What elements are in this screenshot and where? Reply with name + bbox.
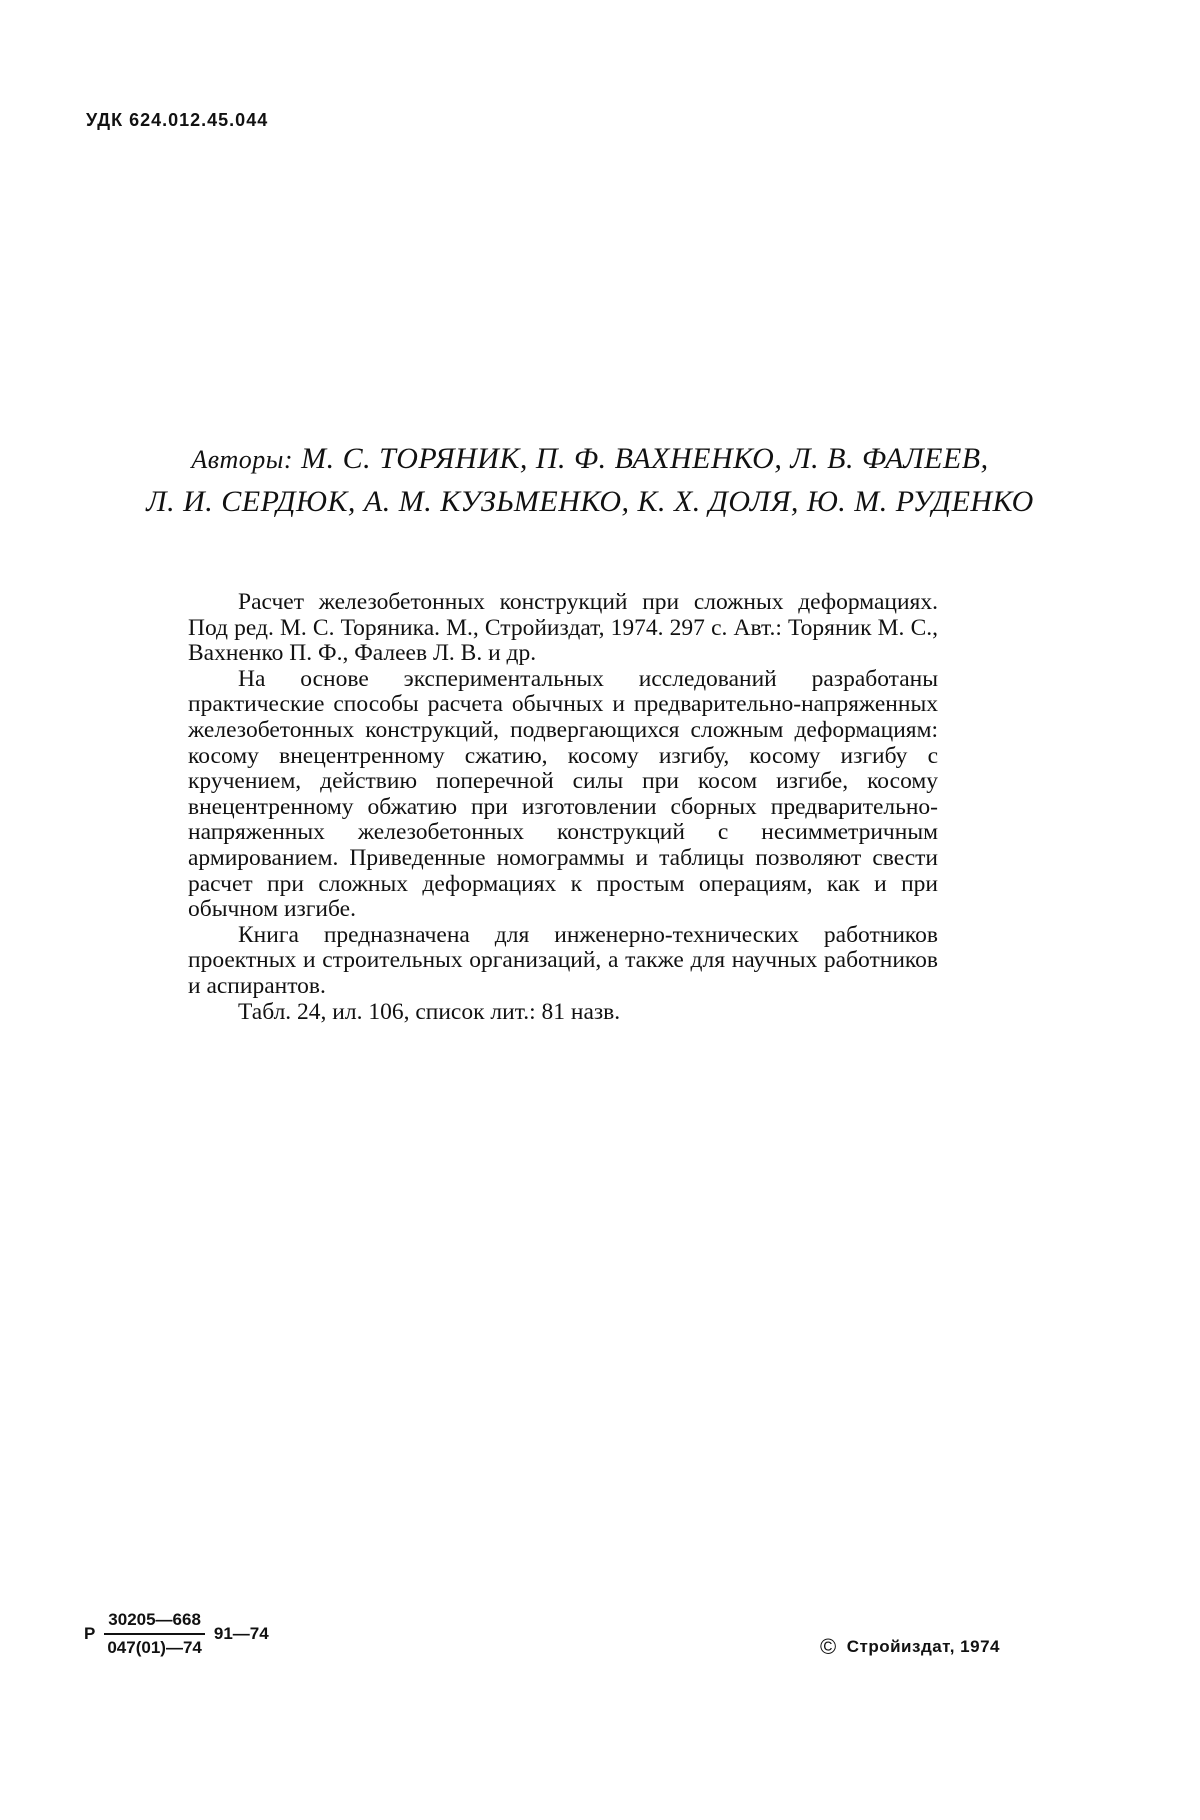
catalog-denominator: 047(01)—74 [107,1638,202,1657]
authors-label: Авторы: [191,445,294,474]
udk-code: УДК 624.012.45.044 [86,110,269,130]
catalog-numerator: 30205—668 [104,1610,205,1635]
catalog-fraction [103,1610,206,1658]
abstract-summary: На основе экспериментальных исследований разработаны практические способы расчета обычных и предварительно-напряженных железобетонных конструкций, подвергающихся сложным деформациям: косому внецентренному сжатию, косому изгибу, косому изгибу с кручением, действию поперечной силы при косом изгибе, косому внецентренному обжатию при изготовлении сборных предварительно-напряженных железобетонных конструкций с несимметричным армированием. Приведенные номограммы и таблицы позволяют свести расчет при сложных деформациях к простым операциям, как и при обычном изгибе. [188,665,938,923]
abstract-citation: Расчет железобетонных конструкций при сложных деформациях. Под ред. М. С. Торяника. М., Стройиздат, 1974. 297 с. Авт.: Торяник М. С., Вахненко П. Ф., Фалеев Л. В. и др. [188,589,938,667]
authors-line-1 [120,438,1060,481]
publisher-name: Стройиздат, 1974 [846,1637,1000,1656]
authors-block [120,438,1060,523]
abstract [188,590,938,1025]
copyright-icon: © [820,1634,837,1659]
abstract-audience: Книга предназначена для инженерно-технических работников проектных и строительных организаций, а также для научных работников и аспирантов. [188,921,938,999]
abstract-stats: Табл. 24, ил. 106, список лит.: 81 назв. [238,998,621,1025]
catalog-index [84,1610,269,1658]
authors-line-2: Л. И. СЕРДЮК, А. М. КУЗЬМЕНКО, К. Х. ДОЛЯ, Ю. М. РУДЕНКО [146,485,1034,518]
copyright [820,1634,1000,1660]
catalog-prefix: Р [84,1624,96,1643]
authors-names-1: М. С. ТОРЯНИК, П. Ф. ВАХНЕНКО, Л. В. ФАЛЕЕВ, [301,442,989,475]
catalog-suffix: 91—74 [213,1624,269,1643]
